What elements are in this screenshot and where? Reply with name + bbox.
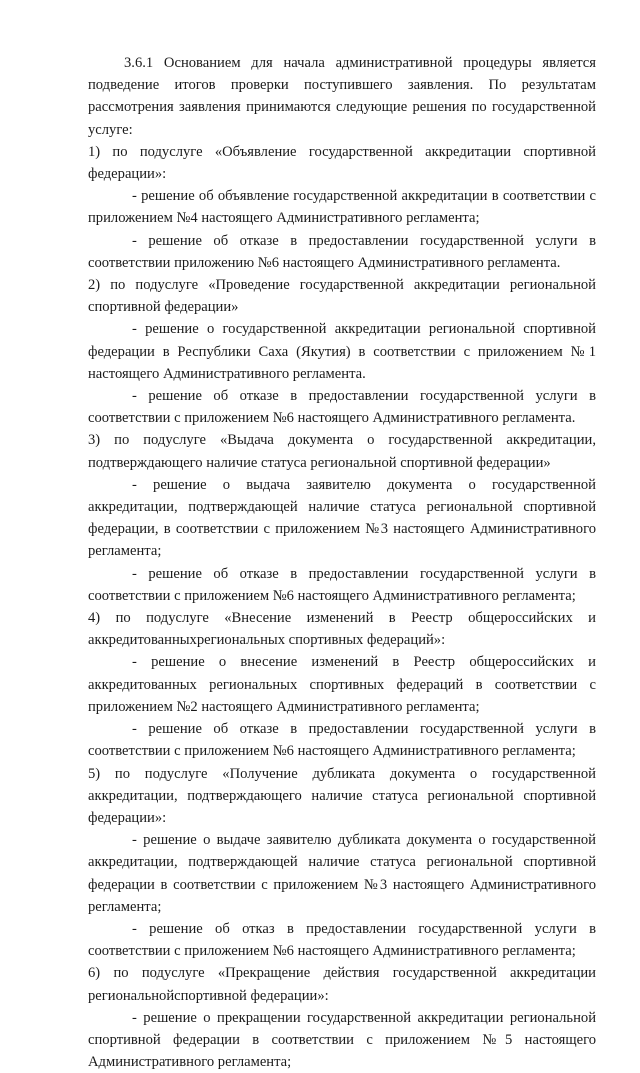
subservice-1-decision-refusal: - решение об отказе в предоставлении государственной услуги в соответствии приложению №6 настоящего Административного регламента. [88,232,596,271]
subservice-3-heading: 3) по подуслуге «Выдача документа о государственной аккредитации, подтверждающего наличие статуса региональной спортивной федерации» [88,432,596,471]
subservice-5-heading: 5) по подуслуге «Получение дубликата документа о государственной аккредитации, подтверждающего наличие статуса региональной спортивной федерации»: [88,765,596,826]
subservice-4-heading: 4) по подуслуге «Внесение изменений в Реестр общероссийских и аккредитованныхрегиональных спортивных федераций»: [88,610,596,649]
subservice-6-heading: 6) по подуслуге «Прекращение действия государственной аккредитации региональнойспортивной федерации»: [88,965,596,1004]
subservice-6-decision-termination: - решение о прекращении государственной аккредитации региональной спортивной федерации в соответствии с приложением №5 настоящего Административного регламента; [88,1009,596,1071]
subservice-3-decision-issue: - решение о выдача заявителю документа о государственной аккредитации, подтверждающей наличие статуса региональной спортивной федерации, в соответствии с приложением №3 настоящего Административного регламента; [88,476,596,560]
subservice-2-decision-accreditation: - решение о государственной аккредитации региональной спортивной федерации в Республики Саха (Якутия) в соответствии с приложением №1 настоящего Административного регламента. [88,321,596,382]
subservice-5-decision-refusal: - решение об отказ в предоставлении государственной услуги в соответствии с приложением №6 настоящего Административного регламента; [88,920,596,960]
document-page [88,52,596,1073]
intro-paragraph: 3.6.1 Основанием для начала административной процедуры является подведение итогов проверки поступившего заявления. По результатам рассмотрения заявления принимаются следующие решения по государственной услуге: [88,55,596,138]
subservice-1-decision-accreditation: - решение об объявление государственной аккредитации в соответствии с приложением №4 настоящего Административного регламента; [88,188,596,227]
subservice-4-decision-refusal: - решение об отказе в предоставлении государственной услуги в соответствии с приложением №6 настоящего Административного регламента; [88,721,596,760]
subservice-3-decision-refusal: - решение об отказе в предоставлении государственной услуги в соответствии с приложением №6 настоящего Административного регламента; [88,565,596,604]
subservice-2-heading: 2) по подуслуге «Проведение государственной аккредитации региональной спортивной федерации» [88,277,596,316]
subservice-5-decision-duplicate: - решение о выдаче заявителю дубликата документа о государственной аккредитации, подтверждающей наличие статуса региональной спортивной федерации в соответствии с приложением №3 настоящего Административного регламента; [88,832,596,915]
subservice-2-decision-refusal: - решение об отказе в предоставлении государственной услуги в соответствии с приложением №6 настоящего Административного регламента. [88,388,596,427]
subservice-4-decision-changes: - решение о внесение изменений в Реестр общероссийских и аккредитованных региональных спортивных федераций в соответствии с приложением №2 настоящего Административного регламента; [88,654,596,715]
subservice-1-heading: 1) по подуслуге «Объявление государственной аккредитации спортивной федерации»: [88,143,596,183]
